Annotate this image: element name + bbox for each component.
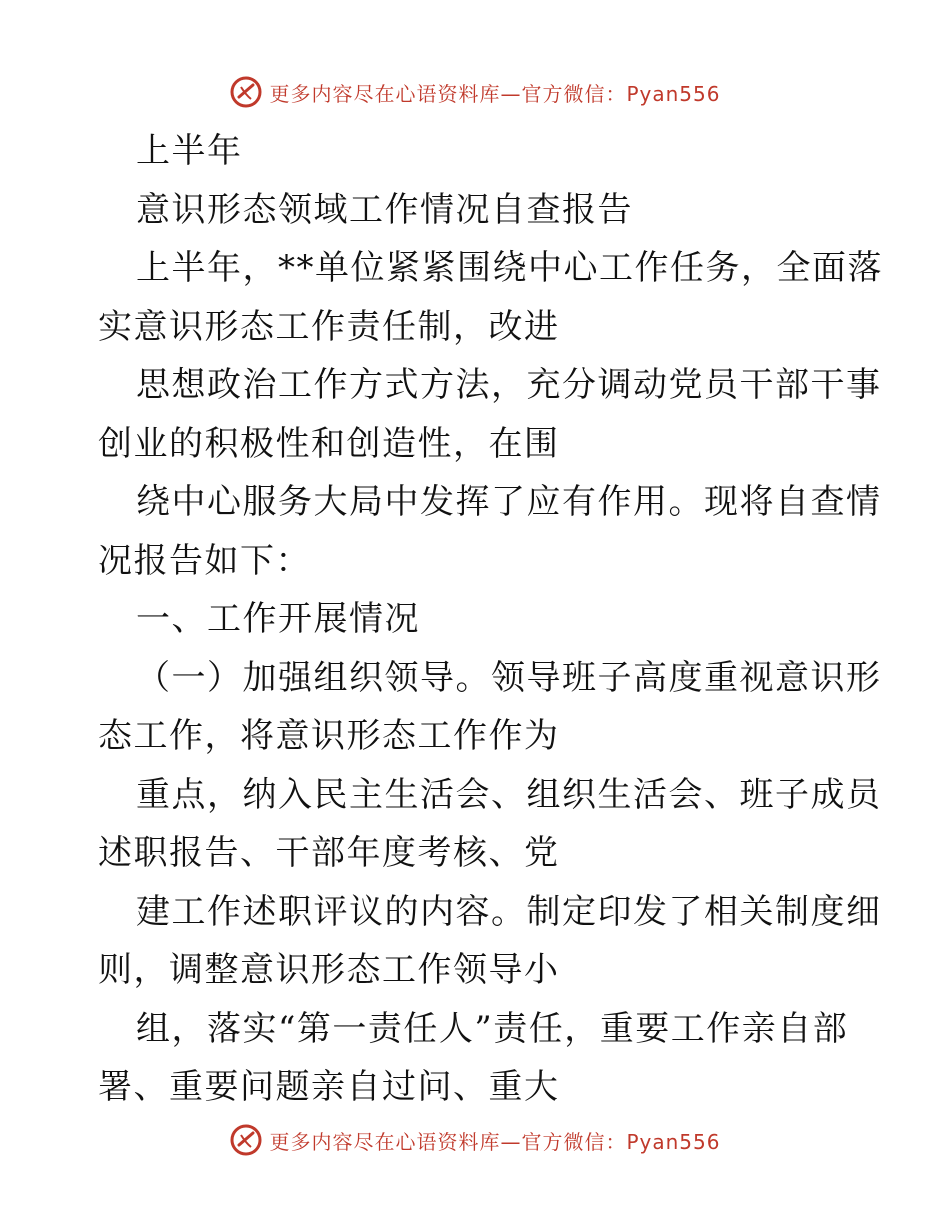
document-line: （一）加强组织领导。领导班子高度重视意识形 xyxy=(136,657,882,698)
document-line: 意识形态领域工作情况自查报告 xyxy=(136,189,633,230)
document-line: 上半年，**单位紧紧围绕中心工作任务，全面落 xyxy=(136,248,883,288)
watermark-banner-bottom xyxy=(0,1120,950,1160)
document-line: 则，调整意识形态工作领导小 xyxy=(98,950,560,990)
document-line: 重点，纳入民主生活会、组织生活会、班子成员 xyxy=(136,774,882,815)
seal-logo-icon xyxy=(229,1123,263,1157)
watermark-banner-top xyxy=(0,72,950,112)
watermark-text: 更多内容尽在心语资料库—官方微信：Pyan556 xyxy=(269,81,721,106)
document-line: 实意识形态工作责任制，改进 xyxy=(98,306,560,347)
document-line: 建工作述职评议的内容。制定印发了相关制度细 xyxy=(136,891,882,932)
document-line: 一、工作开展情况 xyxy=(136,599,420,639)
document-body xyxy=(98,122,883,1117)
document-line: 创业的积极性和创造性，在围 xyxy=(98,423,560,464)
seal-logo-icon xyxy=(229,75,263,109)
document-line: 署、重要问题亲自过问、重大 xyxy=(98,1067,560,1107)
watermark-text: 更多内容尽在心语资料库—官方微信：Pyan556 xyxy=(269,1129,721,1154)
document-line: 态工作，将意识形态工作作为 xyxy=(98,716,560,756)
document-line: 思想政治工作方式方法，充分调动党员干部干事 xyxy=(136,365,882,405)
document-line: 上半年 xyxy=(136,131,243,171)
document-line: 述职报告、干部年度考核、党 xyxy=(98,833,560,873)
document-line: 况报告如下： xyxy=(98,540,311,581)
document-line: 组，落实“第一责任人”责任，重要工作亲自部 xyxy=(136,1008,849,1049)
document-line: 绕中心服务大局中发挥了应有作用。现将自查情 xyxy=(136,482,882,522)
